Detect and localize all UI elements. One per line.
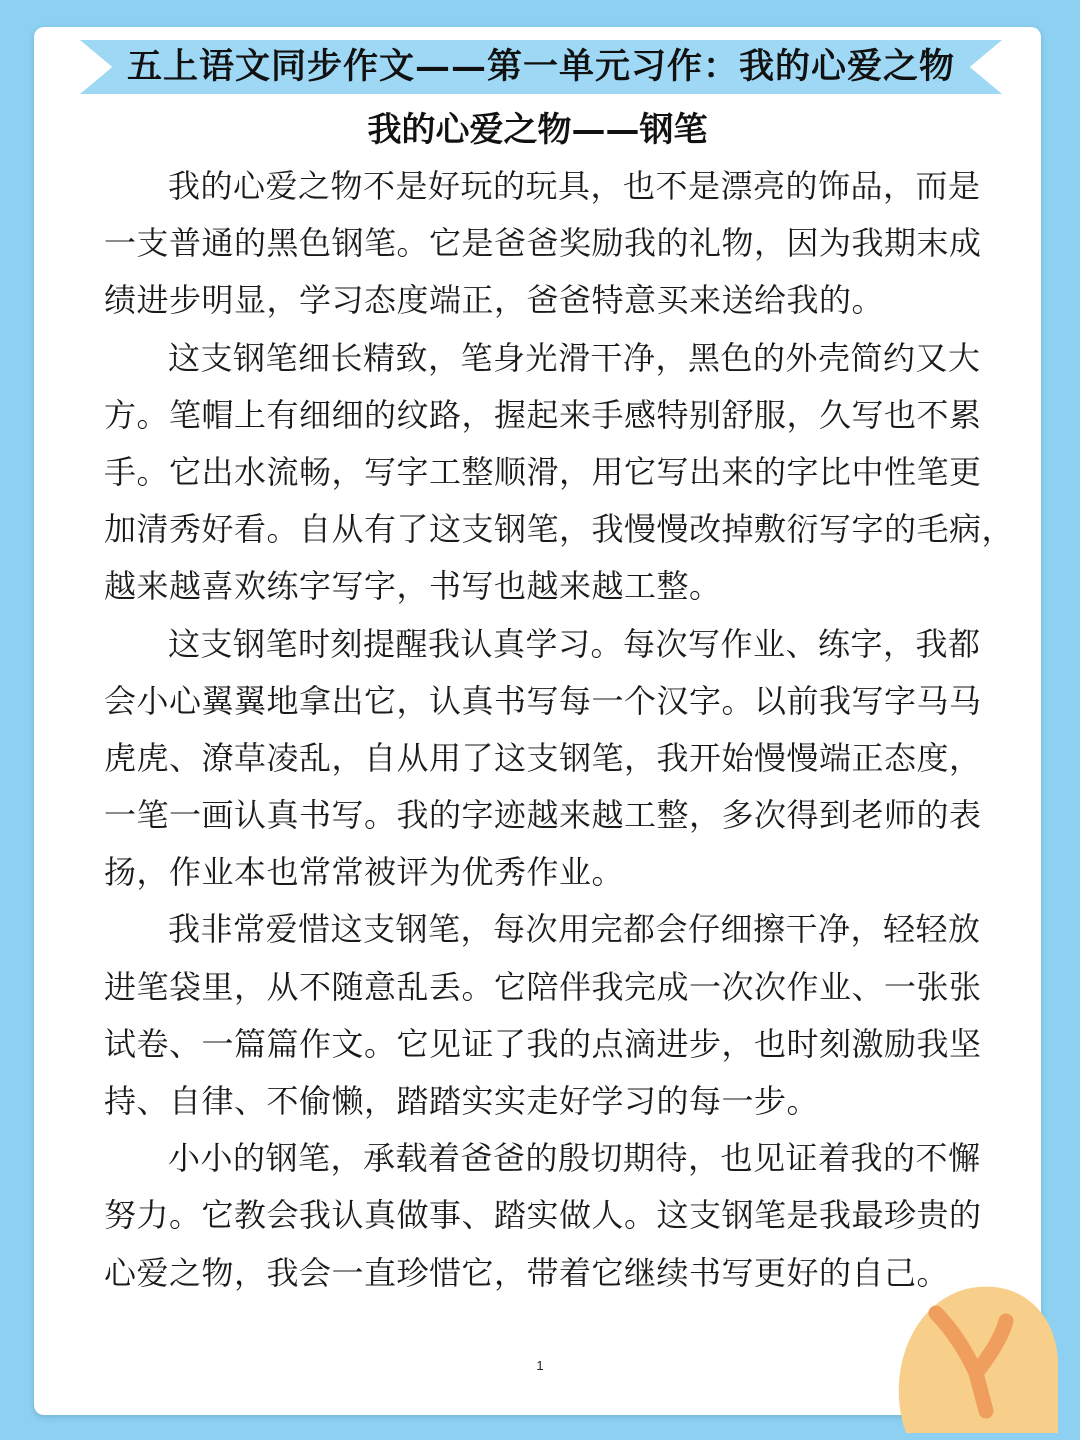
paragraph [104, 901, 982, 1130]
text-line: 持、自律、不偷懒，踏踏实实走好学习的每一步。 [104, 1082, 820, 1120]
text-line: 会小心翼翼地拿出它，认真书写每一个汉字。以前我写字马马 [104, 681, 982, 720]
text-line: 这支钢笔时刻提醒我认真学习。每次写作业、练字，我都 [168, 624, 981, 663]
text-line: 扬，作业本也常常被评为优秀作业。 [104, 853, 625, 892]
text-line: 加清秀好看。自从有了这支钢笔，我慢慢改掉敷衍写字的毛病， [104, 510, 1015, 549]
text-line: 我的心爱之物不是好玩的玩具，也不是漂亮的饰品，而是 [168, 167, 981, 205]
essay-body [104, 158, 1015, 1302]
text-line: 方。笔帽上有细细的纹路，握起来手感特别舒服，久写也不累 [104, 395, 982, 434]
paragraph [104, 330, 1015, 616]
paragraph [104, 616, 982, 902]
text-line: 心爱之物，我会一直珍惜它，带着它继续书写更好的自己。 [104, 1253, 950, 1292]
text-line: 绩进步明显，学习态度端正，爸爸特意买来送给我的。 [104, 281, 885, 320]
essay-title: 我的心爱之物——钢笔 [367, 110, 708, 150]
text-line: 努力。它教会我认真做事、踏实做人。这支钢笔是我最珍贵的 [104, 1196, 982, 1235]
text-line: 手。它出水流畅，写字工整顺滑，用它写出来的字比中性笔更 [104, 452, 982, 491]
text-line: 小小的钢笔，承载着爸爸的殷切期待，也见证着我的不懈 [168, 1139, 981, 1178]
paragraph [104, 1130, 982, 1302]
text-line: 我非常爱惜这支钢笔，每次用完都会仔细擦干净，轻轻放 [168, 910, 981, 949]
page-number: 1 [536, 1358, 544, 1373]
text-line: 一支普通的黑色钢笔。它是爸爸奖励我的礼物，因为我期末成 [104, 224, 982, 263]
text-line: 一笔一画认真书写。我的字迹越来越工整，多次得到老师的表 [104, 796, 982, 835]
text-line: 这支钢笔细长精致，笔身光滑干净，黑色的外壳简约又大 [168, 338, 981, 377]
text-line: 虎虎、潦草凌乱，自从用了这支钢笔，我开始慢慢端正态度， [104, 738, 982, 777]
text-line: 试卷、一篇篇作文。它见证了我的点滴进步，也时刻激励我坚 [104, 1024, 982, 1063]
text-line: 越来越喜欢练字写字，书写也越来越工整。 [104, 567, 722, 606]
banner-title: 五上语文同步作文——第一单元习作：我的心爱之物 [126, 46, 955, 87]
paragraph [104, 158, 982, 330]
text-line: 进笔袋里，从不随意乱丢。它陪伴我完成一次次作业、一张张 [104, 967, 982, 1006]
